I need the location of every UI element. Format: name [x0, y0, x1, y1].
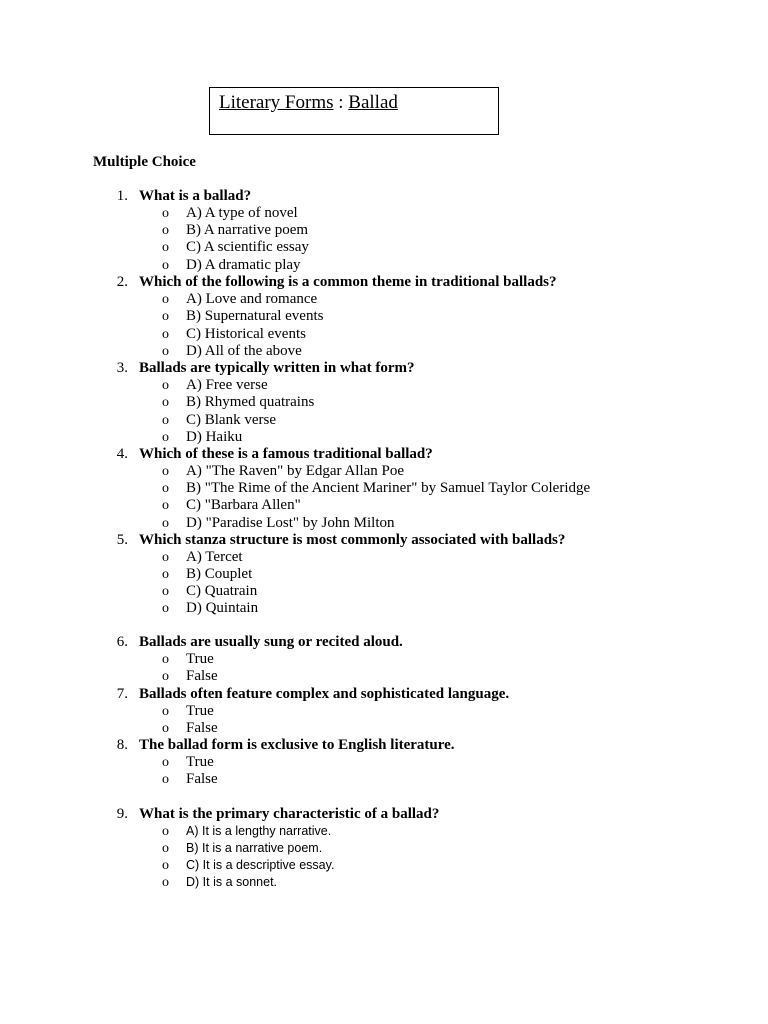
- question-2: [0, 274, 768, 291]
- answer-option-text: D) "Paradise Lost" by John Milton: [186, 515, 395, 531]
- answer-option: [0, 857, 768, 874]
- answer-option: [0, 566, 768, 583]
- hollow-bullet-icon: o: [162, 584, 169, 599]
- answer-option: [0, 720, 768, 737]
- answer-option: [0, 239, 768, 256]
- answer-option: [0, 222, 768, 239]
- answer-option-text: D) It is a sonnet.: [186, 875, 278, 889]
- answer-option-text: A) Tercet: [186, 549, 243, 565]
- hollow-bullet-icon: o: [162, 516, 169, 531]
- answer-option-text: True: [186, 703, 214, 719]
- hollow-bullet-icon: o: [162, 223, 169, 238]
- answer-option: [0, 205, 768, 222]
- answer-option-text: False: [186, 771, 218, 787]
- answer-option-text: C) A scientific essay: [186, 239, 309, 255]
- hollow-bullet-icon: o: [162, 652, 169, 667]
- answer-option-text: B) A narrative poem: [186, 222, 309, 238]
- hollow-bullet-icon: o: [162, 601, 169, 616]
- question-number: 5.: [116, 532, 128, 548]
- answer-option: [0, 308, 768, 325]
- answer-option: [0, 257, 768, 274]
- answer-option: [0, 377, 768, 394]
- answer-option: [0, 394, 768, 411]
- answer-option: [0, 326, 768, 343]
- hollow-bullet-icon: o: [162, 206, 169, 221]
- answer-option: [0, 754, 768, 771]
- answer-option: [0, 600, 768, 617]
- answer-option-text: A) Love and romance: [186, 291, 318, 307]
- question-number: 1.: [116, 188, 128, 204]
- answer-option: [0, 840, 768, 857]
- hollow-bullet-icon: o: [162, 258, 169, 273]
- answer-option-text: A) A type of novel: [186, 205, 298, 221]
- answer-option: [0, 343, 768, 360]
- title-separator: :: [333, 92, 349, 113]
- question-text: Which of these is a famous traditional ballad?: [139, 446, 433, 462]
- question-text: Which stanza structure is most commonly associated with ballads?: [139, 532, 566, 548]
- question-number: 8.: [116, 737, 128, 753]
- answer-option-text: C) It is a descriptive essay.: [186, 858, 335, 872]
- answer-option: [0, 874, 768, 891]
- answer-option: [0, 497, 768, 514]
- hollow-bullet-icon: o: [162, 395, 169, 410]
- answer-option-text: B) Supernatural events: [186, 308, 324, 324]
- hollow-bullet-icon: o: [162, 875, 169, 890]
- hollow-bullet-icon: o: [162, 858, 169, 873]
- question-5: [0, 532, 768, 549]
- answer-option-text: D) A dramatic play: [186, 257, 301, 273]
- answer-option-text: False: [186, 720, 218, 736]
- answer-option-text: B) Couplet: [186, 566, 253, 582]
- question-number: 4.: [116, 446, 128, 462]
- hollow-bullet-icon: o: [162, 240, 169, 255]
- question-text: Ballads are typically written in what form?: [139, 360, 415, 376]
- answer-option: [0, 771, 768, 788]
- answer-option-text: B) Rhymed quatrains: [186, 394, 315, 410]
- hollow-bullet-icon: o: [162, 292, 169, 307]
- answer-option: [0, 429, 768, 446]
- question-9: [0, 806, 768, 823]
- answer-option-text: D) All of the above: [186, 343, 302, 359]
- answer-option-text: C) Blank verse: [186, 412, 276, 428]
- hollow-bullet-icon: o: [162, 772, 169, 787]
- hollow-bullet-icon: o: [162, 327, 169, 342]
- answer-option-text: C) "Barbara Allen": [186, 497, 301, 513]
- answer-option-text: B) "The Rime of the Ancient Mariner" by Samuel Taylor Coleridge: [186, 480, 591, 496]
- hollow-bullet-icon: o: [162, 344, 169, 359]
- hollow-bullet-icon: o: [162, 841, 169, 856]
- question-number: 2.: [116, 274, 128, 290]
- question-6: [0, 634, 768, 651]
- answer-option-text: B) It is a narrative poem.: [186, 841, 323, 855]
- answer-option-text: A) Free verse: [186, 377, 268, 393]
- question-1: [0, 188, 768, 205]
- question-4: [0, 446, 768, 463]
- section-heading: Multiple Choice: [93, 154, 196, 170]
- question-number: 7.: [116, 686, 128, 702]
- hollow-bullet-icon: o: [162, 481, 169, 496]
- question-text: Ballads often feature complex and sophisticated language.: [139, 686, 510, 702]
- question-text: The ballad form is exclusive to English literature.: [139, 737, 455, 753]
- hollow-bullet-icon: o: [162, 824, 169, 839]
- hollow-bullet-icon: o: [162, 704, 169, 719]
- answer-option: [0, 291, 768, 308]
- answer-option-text: D) Haiku: [186, 429, 243, 445]
- hollow-bullet-icon: o: [162, 413, 169, 428]
- question-7: [0, 686, 768, 703]
- hollow-bullet-icon: o: [162, 430, 169, 445]
- hollow-bullet-icon: o: [162, 464, 169, 479]
- answer-option: [0, 480, 768, 497]
- answer-option-text: False: [186, 668, 218, 684]
- question-text: What is a ballad?: [139, 188, 252, 204]
- answer-option-text: C) Quatrain: [186, 583, 258, 599]
- title-box: [209, 87, 499, 135]
- hollow-bullet-icon: o: [162, 755, 169, 770]
- title-literary-forms: Literary Forms: [219, 92, 334, 113]
- answer-option: [0, 549, 768, 566]
- hollow-bullet-icon: o: [162, 550, 169, 565]
- answer-option-text: C) Historical events: [186, 326, 306, 342]
- answer-option: [0, 651, 768, 668]
- hollow-bullet-icon: o: [162, 378, 169, 393]
- question-text: Ballads are usually sung or recited aloud.: [139, 634, 403, 650]
- question-number: 6.: [116, 634, 128, 650]
- question-number: 3.: [116, 360, 128, 376]
- question-text: What is the primary characteristic of a ballad?: [139, 806, 440, 822]
- hollow-bullet-icon: o: [162, 498, 169, 513]
- answer-option-text: True: [186, 754, 214, 770]
- question-8: [0, 737, 768, 754]
- title-ballad: Ballad: [348, 92, 398, 113]
- answer-option: [0, 703, 768, 720]
- answer-option-text: D) Quintain: [186, 600, 259, 616]
- hollow-bullet-icon: o: [162, 721, 169, 736]
- question-3: [0, 360, 768, 377]
- hollow-bullet-icon: o: [162, 309, 169, 324]
- answer-option: [0, 668, 768, 685]
- hollow-bullet-icon: o: [162, 567, 169, 582]
- answer-option: [0, 515, 768, 532]
- question-text: Which of the following is a common theme in traditional ballads?: [139, 274, 557, 290]
- answer-option-text: A) It is a lengthy narrative.: [186, 824, 332, 838]
- answer-option: [0, 463, 768, 480]
- answer-option: [0, 412, 768, 429]
- question-number: 9.: [116, 806, 128, 822]
- answer-option: [0, 583, 768, 600]
- answer-option-text: True: [186, 651, 214, 667]
- answer-option: [0, 823, 768, 840]
- hollow-bullet-icon: o: [162, 669, 169, 684]
- answer-option-text: A) "The Raven" by Edgar Allan Poe: [186, 463, 405, 479]
